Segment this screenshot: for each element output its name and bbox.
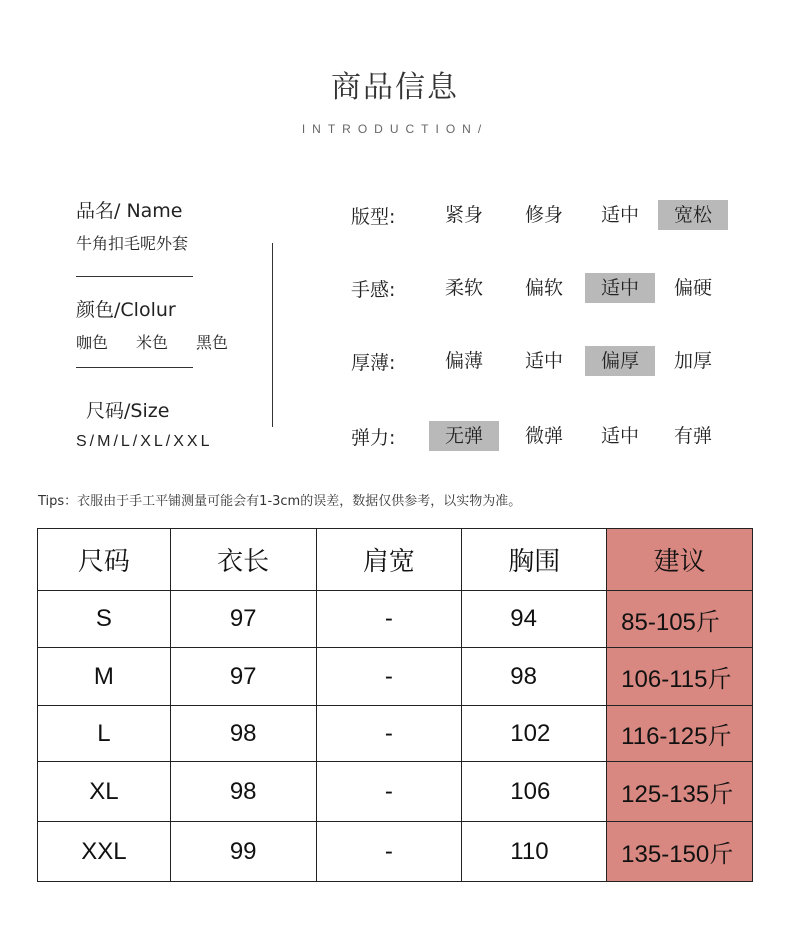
table-row xyxy=(38,762,753,822)
cell-size: M xyxy=(38,648,171,706)
table-row xyxy=(38,822,753,882)
attribute-option: 偏软 xyxy=(524,277,563,299)
attribute-label: 手感: xyxy=(351,278,396,301)
product-basic-info xyxy=(76,196,276,451)
color-label: 颜色/Clolur xyxy=(76,299,176,321)
cell-shoulder: - xyxy=(316,706,462,762)
name-value: 牛角扣毛呢外套 xyxy=(76,234,189,253)
attribute-option: 微弹 xyxy=(524,425,563,447)
cell-suggest: 85-105斤 xyxy=(607,591,753,648)
attribute-row xyxy=(351,421,751,451)
cell-size: L xyxy=(38,706,171,762)
cell-length: 97 xyxy=(170,648,316,706)
color-value: 黑色 xyxy=(196,333,229,352)
attribute-option: 偏薄 xyxy=(444,350,483,372)
tips-text: Tips：衣服由于手工平铺测量可能会有1-3cm的误差，数据仅供参考，以实物为准。 xyxy=(38,494,522,509)
cell-chest: 106 xyxy=(462,762,607,822)
header-suggest: 建议 xyxy=(607,529,753,591)
cell-shoulder: - xyxy=(316,591,462,648)
attribute-option: 紧身 xyxy=(444,204,483,226)
attribute-row xyxy=(351,200,751,230)
cell-shoulder: - xyxy=(316,762,462,822)
header-size: 尺码 xyxy=(38,529,171,591)
cell-chest: 98 xyxy=(462,648,607,706)
attribute-option: 有弹 xyxy=(673,425,712,447)
cell-length: 99 xyxy=(170,822,316,882)
cell-size: XXL xyxy=(38,822,171,882)
cell-length: 98 xyxy=(170,762,316,822)
attribute-row xyxy=(351,273,751,303)
size-table xyxy=(37,528,753,882)
size-label: 尺码/Size xyxy=(86,400,170,422)
cell-shoulder: - xyxy=(316,648,462,706)
vertical-divider xyxy=(272,243,273,427)
page-subtitle: INTRODUCTION/ xyxy=(301,122,489,136)
cell-chest: 94 xyxy=(462,591,607,648)
attribute-option-selected: 无弹 xyxy=(429,421,499,451)
page-title: 商品信息 xyxy=(331,70,459,105)
attribute-option-selected: 适中 xyxy=(585,273,655,303)
attribute-row xyxy=(351,346,751,376)
attribute-label: 弹力: xyxy=(351,426,396,449)
attribute-label: 厚薄: xyxy=(351,351,396,374)
table-row xyxy=(38,706,753,762)
table-header-row xyxy=(38,529,753,591)
cell-shoulder: - xyxy=(316,822,462,882)
attribute-option: 适中 xyxy=(600,204,639,226)
cell-length: 97 xyxy=(170,591,316,648)
cell-suggest: 135-150斤 xyxy=(607,822,753,882)
attribute-option: 适中 xyxy=(524,350,563,372)
header-chest: 胸围 xyxy=(462,529,607,591)
cell-chest: 110 xyxy=(462,822,607,882)
attribute-option-selected: 偏厚 xyxy=(585,346,655,376)
cell-length: 98 xyxy=(170,706,316,762)
attribute-option: 加厚 xyxy=(673,350,712,372)
cell-suggest: 106-115斤 xyxy=(607,648,753,706)
table-row xyxy=(38,648,753,706)
divider xyxy=(76,367,193,368)
cell-size: S xyxy=(38,591,171,648)
color-value: 米色 xyxy=(136,333,169,352)
attribute-option-selected: 宽松 xyxy=(658,200,728,230)
header-shoulder: 肩宽 xyxy=(316,529,462,591)
table-row xyxy=(38,591,753,648)
color-value: 咖色 xyxy=(76,333,109,352)
attribute-option: 修身 xyxy=(524,204,563,226)
divider xyxy=(76,276,193,277)
cell-chest: 102 xyxy=(462,706,607,762)
cell-suggest: 125-135斤 xyxy=(607,762,753,822)
color-values xyxy=(76,330,276,353)
cell-size: XL xyxy=(38,762,171,822)
attribute-option: 偏硬 xyxy=(673,277,712,299)
cell-suggest: 116-125斤 xyxy=(607,706,753,762)
attribute-option: 适中 xyxy=(600,425,639,447)
size-values: S/M/L/XL/XXL xyxy=(76,433,213,450)
header-length: 衣长 xyxy=(170,529,316,591)
attribute-label: 版型: xyxy=(351,205,396,228)
name-label: 品名/ Name xyxy=(76,200,183,222)
attribute-option: 柔软 xyxy=(444,277,483,299)
